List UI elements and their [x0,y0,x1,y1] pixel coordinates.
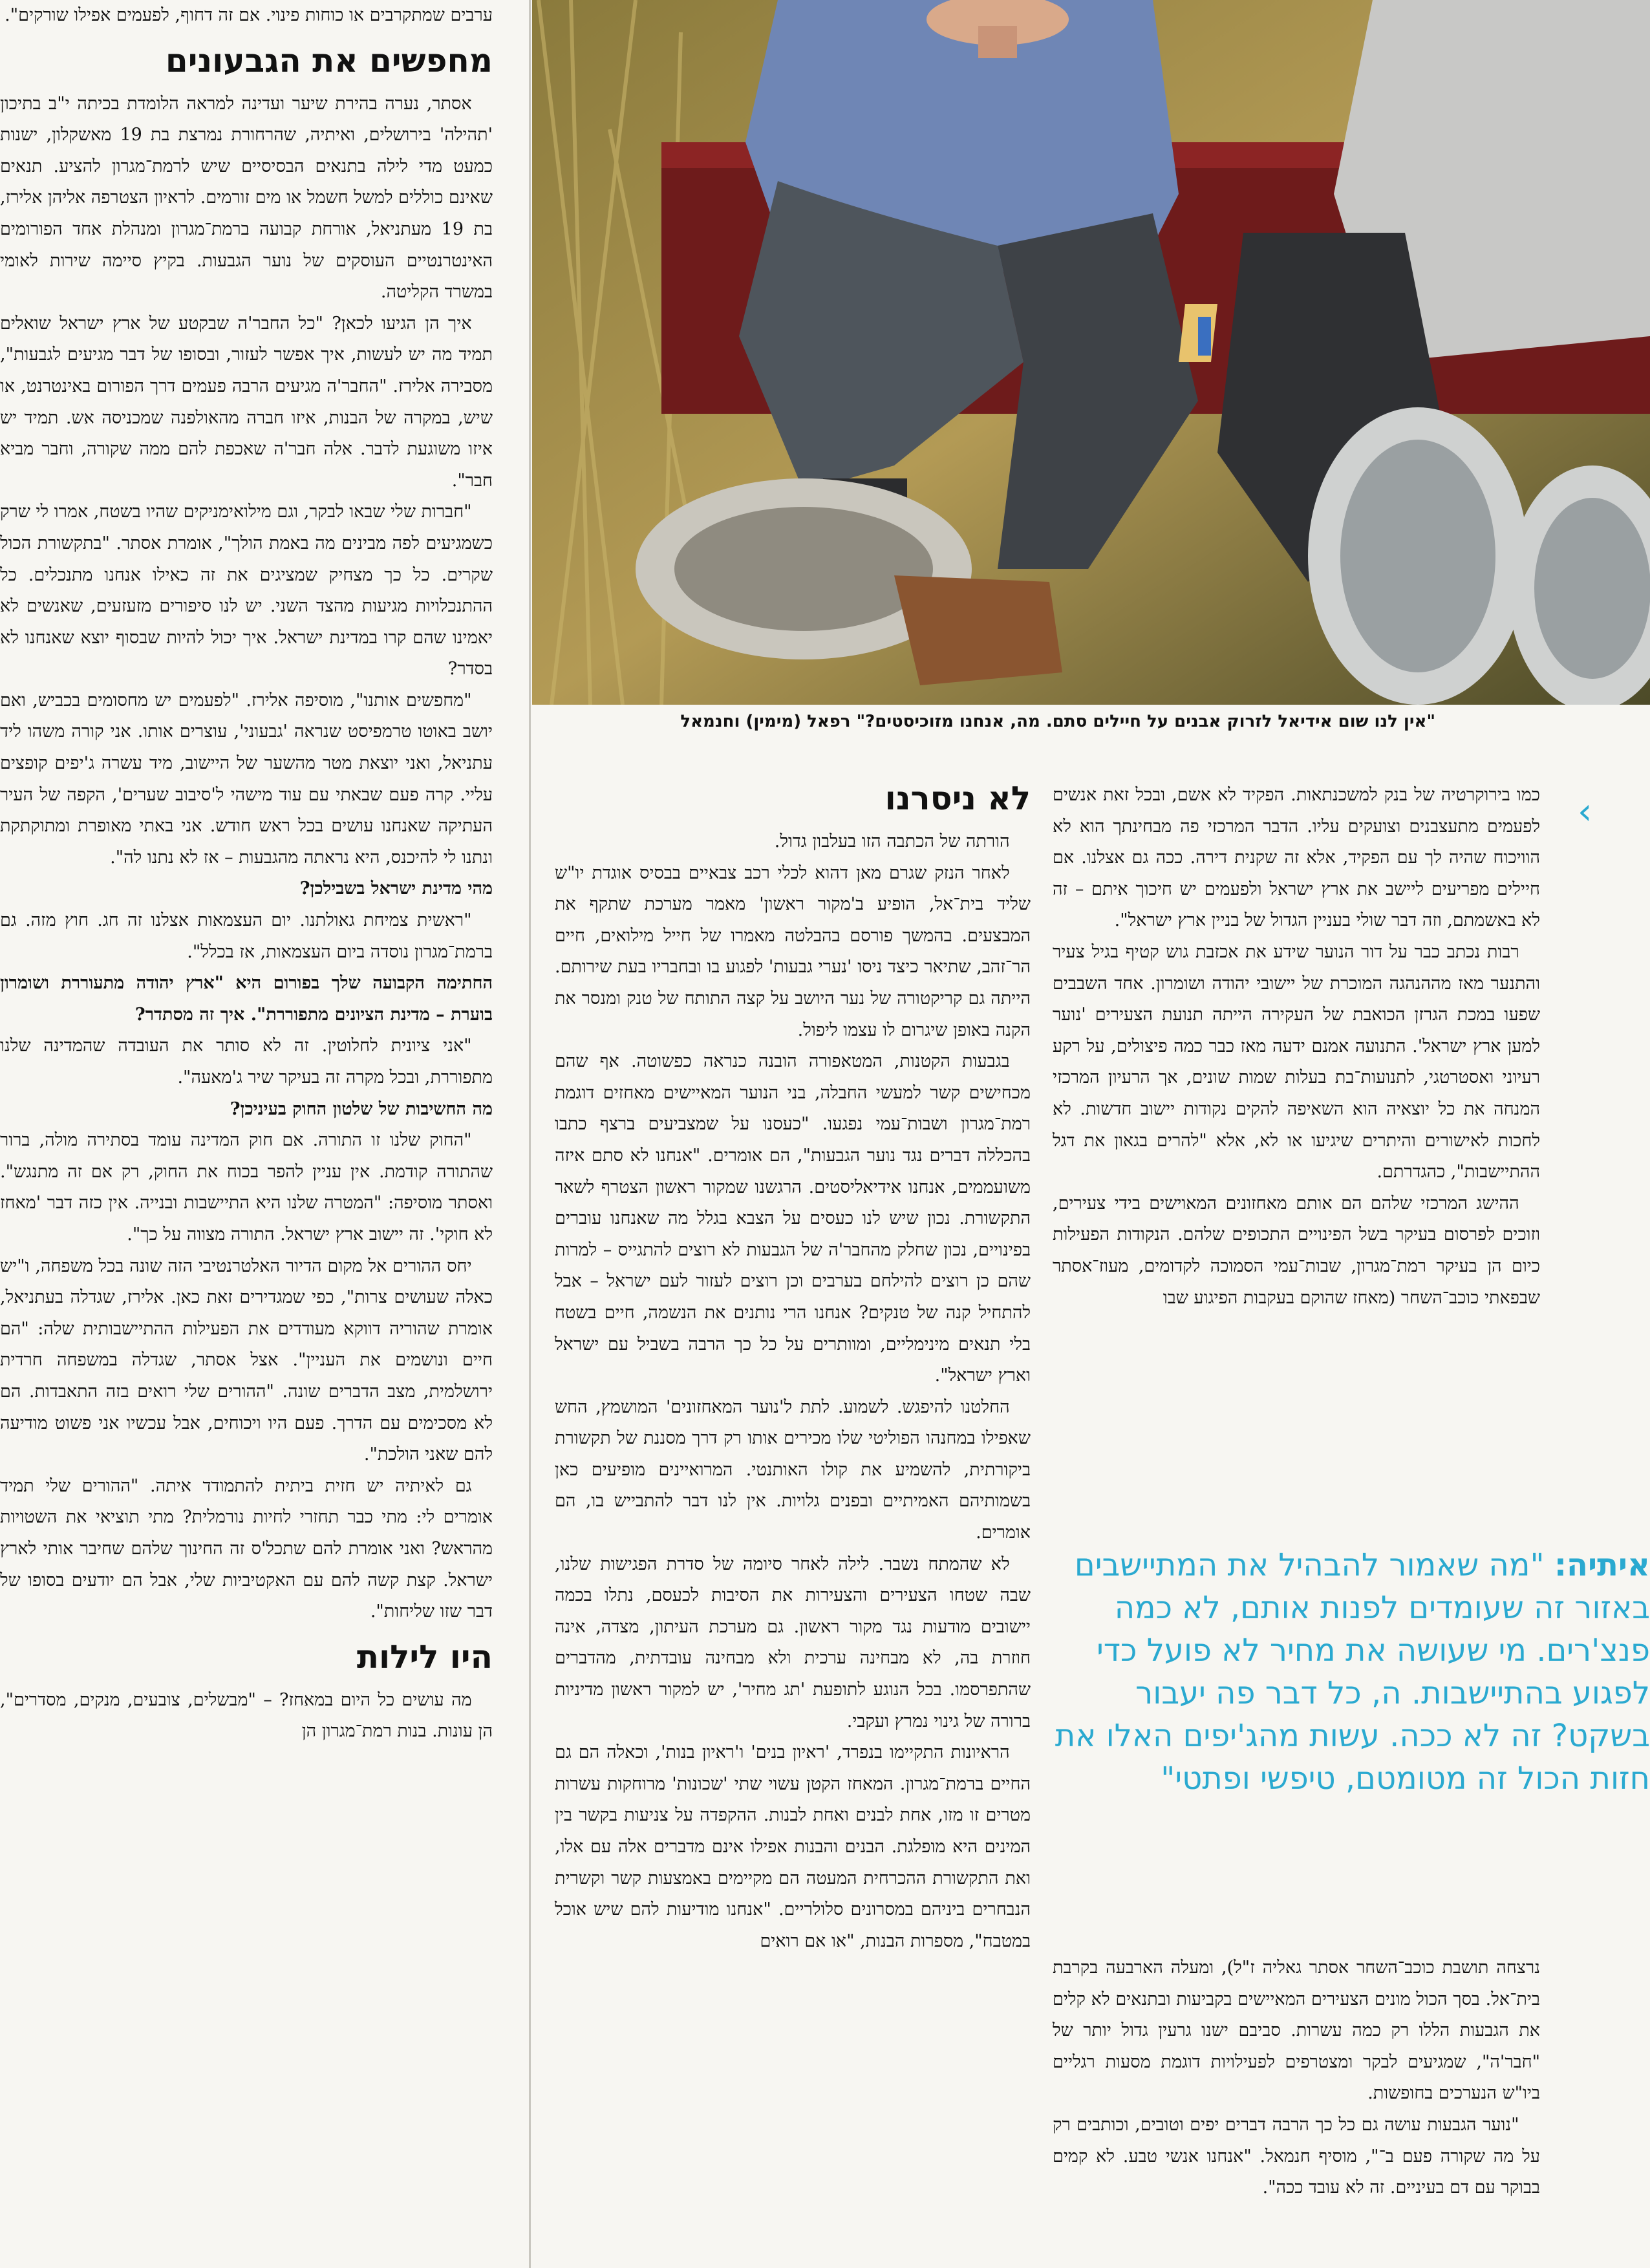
paragraph: בגבעות הקטנות, המטאפורה הובנה כנראה כפשוטה. אף שהם מכחישים קשר למעשי החבלה, בני הנוער המאיישים מאחזים דוגמת רמת־מגרון ושבות־עמי נפגעו. "כעסנו על שמצביעים ברצף כתבו בהכללה דברים נגד נוער הגבעות", הם אומרים. "אנחנו לא סתם איזה משועממים, אנחנו אידיאליסטים. הרגשנו שמקור ראשון הצטרף לשאר התקשורת. נכון שיש לנו כעסים על הצבא בגלל מה שאנחנו עוברים בפינויים, נכון שחלק מהחבר'ה של הגבעות לא רוצים להתגייס – למרות שהם כן רוצים להילחם בערבים וכן רוצים לעזור לעם ישראל – אבל להתחיל קנה של טנקים? אנחנו הרי נותנים את הנשמה, חיים בשטח בלי תנאים מינימליים, ומוותרים על כל כך הרבה בשביל עם ישראל וארץ ישראל". [555,1051,1031,1386]
interview-question: מהי מדינת ישראל בשבילכן? [299,879,493,899]
pull-quote-text: "מה שאמור להבהיל את המתיישבים באזור זה שעומדים לפנות אותם, לא כמה פנצ'רים. מי שעושה את מחיר לא פועל כדי לפגוע בהתיישבות. ה, כל דבר פה יעבור בשקט? זה לא ככה. עשות מהג'יפים האלו את חזות הכול זה מטומטם, טיפשי ופתטי" [1055,1547,1650,1797]
paragraph: "נוער הגבעות עושה גם כל כך הרבה דברים יפים וטובים, וכותבים רק על מה שקורה פעם ב־", מוסיף חנמאל. "אנחנו אנשי טבע. לא קמים בבוקר עם דם בעיניים. זה לא עובד ככה". [1053,2114,1540,2198]
article-column-right-top [1053,780,1540,1314]
photo-illustration [532,0,1650,705]
interview-question: החתימה הקבועה שלך בפורום היא "ארץ יהודה מתעוררת ושומרון בוערת – מדינת הציונים מתפוררת". איך זה מסתדר? [0,973,493,1025]
photo-caption: "אין לנו שום אידיאל לזרוק אבנים על חיילים סתם. מה, אנחנו מזוכיסטים?" רפאל (מימין) וחנמאל [680,712,1435,731]
section-heading: מחפשים את הגבעונים [165,41,493,80]
article-photo [532,0,1650,705]
article-column-left [0,0,493,1748]
section-heading: היו לילות [356,1638,493,1676]
paragraph: ההישג המרכזי שלהם הם אותם מאחזונים המאוישים בידי צעירים, וזוכים לפרסום בעיקר בשל הפינויים התכופים שלהם. הנקודות הפעילות כיום הן בעיקר רמת־מגרון, שבות־עמי הסמוכה לקדומים, מעוז־אסתר שבפאתי כוכב־השחר (מאחז שהוקם בעקבות הפיגוע שבו [1053,1193,1540,1308]
paragraph: "מחפשים אותנו", מוסיפה אלירז. "לפעמים יש מחסומים בכביש, ואם יושב באוטו טרמפיסט שנראה 'גבעוני', עוצרים אותו. אני קורה משהו ליד עתניאל, ואני יוצאת מטר מהשער של היישוב, מיד עשרה ג'יפים קופצים עליי. קרה פעם שבאתי עם עוד מישהי ל'סיבוב שערים', הקפה של העיר העתיקה שאנחנו עושים בכל ראש חודש. אני באתי מאופרת ומתוקתקת ונתנו לי להיכנס, היא נראתה מהגבעות – אז לא נתנו לה". [0,690,493,868]
pull-quote-speaker: איתיה: [1554,1547,1650,1583]
paragraph: כמו בירוקרטיה של בנק למשכנתאות. הפקיד לא אשם, ובכל זאת אנשים לפעמים מתעצבנים וצועקים עליו. הדבר המרכזי פה מבחינתך הוא לא הוויכוח שהיה לך עם הפקיד, אלא זה שקנית דירה. ככה גם אצלנו. אם חיילים מפריעים ליישב את ארץ ישראל ולפעמים יש חיכוך איתם – זה לא באשמתם, וזה דבר שולי בעניין הגדול של בניין ארץ ישראל". [1053,785,1540,931]
paragraph: החלטנו להיפגש. לשמוע. לתת ל'נוער המאחזונים' המושמץ, החש שאפילו במחנהו הפוליטי שלו מכירים אותו רק דרך מסננת של תקשורת ביקורתית, להשמיע את קולו האותנטי. המרואיינים מופיעים כאן בשמותיהם האמיתיים ובפנים גלויות. אין לנו דבר להתבייש בו, הם אומרים. [555,1396,1031,1543]
paragraph: לאחר הנזק שגרם מאן דהוא לכלי רכב צבאיים בבסיס אוגדת יו"ש שליד בית־אל, הופיע ב'מקור ראשון' מאמר מערכת שתקף את המבצעים. בהמשך פורסם בהבלטה מאמרו של חייל מילואים, חיים הר־זהב, שתיאר כיצד ניסו 'נערי גבעות' לפגוע בו ובחבריו בעת שירותם. הייתה גם קריקטורה של נער היושב על קצה התותח של טנק ומנסר את הקנה באופן שיגרום לו עצמו ליפול. [555,862,1031,1040]
article-column-middle [555,769,1031,1957]
paragraph: "חברות שלי שבאו לבקר, וגם מילואימניקים שהיו בשטח, אמרו לי שרק כשמגיעים לפה מבינים מה באמת הולך", אומרת אסתר. "בתקשורת הכול שקרים. כל כך מצחיק שמציגים את זה כאילו אנחנו מתנכלים. כל ההתנכלויות מגיעות מהצד השני. יש לנו סיפורים מזעזעים, שאנשים לא יאמינו שהם קרו במדינת ישראל. איך יכול להיות שבסוף יוצא שאנחנו לא בסדר? [0,502,493,679]
paragraph: הראיונות התקיימו בנפרד, 'ראיון בנים' ו'ראיון בנות', וכאלה הם גם החיים ברמת־מגרון. המאחז הקטן עשוי שתי 'שכונות' מרוחקות עשרות מטרים זו מזו, אחת לבנים ואחת לבנות. ההקפדה על צניעות בקשר בין המינים היא מופלגת. הבנים והבנות אפילו אינם מדברים אלה עם אלו, ואת התקשורת ההכרחית המעטה הם מקיימים באמצעות קשר וקשרית הנבחרים ביניהם במסרונים סלולריים. "אנחנו מודיעות להם שיש אוכל במטבח", מספרות הבנות, "או אם רואים [555,1742,1031,1951]
paragraph: "ראשית צמיחת גאולתנו. יום העצמאות אצלנו זה חג. חוץ מזה. גם ברמת־מגרון נוסדה ביום העצמאות, אז בכלל". [0,910,493,962]
paragraph: גם לאיתיה יש חזית ביתית להתמודד איתה. "ההורים שלי תמיד אומרים לי: מתי כבר תחזרי לחיות נורמלית? מתי תוציאי את השטויות מהראש? ואני אומרת להם שתכל'ס זה החינוך שלהם שחיבר אותי לארץ ישראל. קצת קשה להם עם האקטיביות שלי, אבל הם יודעים בסופו של דבר שזו שליחות". [0,1475,493,1622]
paragraph: איך הן הגיעו לכאן? "כל החבר'ה שבקטע של ארץ ישראל שואלים תמיד מה יש לעשות, איך אפשר לעזור, ובסופו של דבר מגיעים לגבעות", מסבירה אלירז. "החבר'ה מגיעים הרבה פעמים דרך הפורום באינטרנט, או שיש, במקרה של הבנות, איזו חברה מהאולפנה שמכניסה אש. תמיד יש איזו משוגעת לדבר. אלה חבר'ה שאכפת להם ממה שקורה, וחבר מביא חבר". [0,313,493,491]
section-heading: לא ניסרנו [884,780,1031,817]
paragraph: לא שהמתח נשבר. לילה לאחר סיומה של סדרת הפגישות שלנו, שבה שטחו הצעירים והצעירות את הסיבות לכעסם, נתלו בכמה יישובים מודעות נגד מקור ראשון. גם מערכת העיתון, מצדה, אינה חוזרת בה, לא מבחינה ערכית ולא מבחינה עובדתית, מהדברים שהתפרסמו. בכל הנוגע לתופעת 'תג מחיר', יש למקור ראשון מדיניות ברורה של גינוי נמרץ ועקבי. [555,1554,1031,1731]
page-fold [529,0,531,2268]
paragraph: מה עושים כל היום במאחז? – "מבשלים, צובעים, מנקים, מסדרים", הן עונות. בנות רמת־מגרון הן [0,1689,493,1742]
paragraph: רבות נכתב כבר על דור הנוער שידע את אכזבת גוש קטיף בגיל צעיר והתנער מאז מההנהגה המוכרת של יישובי יהודה ושומרון. אחד השבבים שפעו במכת הגרזן הכואבת של העקירה הייתה תנועת הצעירים 'נוער למען ארץ ישראל'. התנועה אמנם ידעה מאז כבר כמה פיצולים, על רקע רעיוני ואסטרטגי, לתנועות־בת בעלות שמות שונים, אך הרעיון המרכזי המנחה את כל יוצאיה הוא השאיפה להקים נקודות יישוב חדשות. לא לחכות לאישורים והיתרים שיגיעו או לא, אלא "להרים בגאון את דגל ההתיישבות", כהגדרתם. [1053,941,1540,1182]
chevron-left-icon: ‹ [1578,791,1592,833]
paragraph: ערבים שמתקרבים או כוחות פינוי. אם זה דחוף, לפעמים אפילו שורקים". [5,5,493,25]
interview-question: מה החשיבות של שלטון החוק בעיניכן? [230,1098,493,1119]
pull-quote [1053,1544,1650,1800]
paragraph: אסתר, נערה בהירת שיער ועדינה למראה הלומדת בכיתה י"ב בתיכון 'תהילה' בירושלים, ואיתיה, שהרחורת נמרצת בת 19 מאשקלון, ישנות כמעט מדי לילה בתנאים הבסיסיים שיש לרמת־מגרון להציע. תנאים שאינם כוללים למשל חשמל או מים זורמים. לראיון הצטרפה אליהן אלירז, בת 19 מעתניאל, אורחת קבועה ברמת־מגרון ומנהלת אחד הפורומים האינטרנטיים העוסקים של נוער הגבעות. בקיץ סיימה שירות לאומי במשרד הקליטה. [0,93,493,303]
article-column-right-bottom [1053,1952,1540,2204]
paragraph: הורתה של הכתבה הזו בעלבון גדול. [774,831,1010,851]
paragraph: יחס ההורים אל מקום הדיור האלטרנטיבי הזה שונה בכל משפחה, ו"יש כאלה שעושים צרות", כפי שמגדירים זאת כאן. אלירז, שגדלה בעתניאל, אומרת שהוריה דווקא מעודדים את הפעילות ההתיישבותית שלה: "הם חיים ונושמים את העניין". אצל אסתר, שגדלה במשפחה חרדית ירושלמית, מצב הדברים שונה. "ההורים שלי רואים בזה התאבדות. הם לא מסכימים עם הדרך. פעם היו ויכוחים, אבל עכשיו אני פשוט מודיעה להם שאני הולכת". [0,1256,493,1465]
paragraph: "אני ציונית לחלוטין. זה לא סותר את העובדה שהמדינה שלנו מתפוררת, ובכל מקרה זה בעיקר שיר ג'מאעה". [0,1036,493,1087]
paragraph: "החוק שלנו זו התורה. אם חוק המדינה עומד בסתירה מולה, ברור שהתורה קודמת. אין עניין להפר בכוח את החוק, רק אם זה מתנגש". ואסתר מוסיפה: "המטרה שלנו היא התיישבות ובנייה. אין כזה דבר 'מאחז לא חוקי'. זה יישוב ארץ ישראל. התורה מצווה על כך". [0,1130,493,1245]
paragraph: נרצחה תושבת כוכב־השחר אסתר גאליה ז"ל), ומעלה הארבעה בקרבת בית־אל. בסך הכול מונים הצעירים המאיישים בקביעות ובתנאים לא קלים את הגבעות הללו רק כמה עשרות. סביבם ישנו גרעין גדול יותר של "חבר'ה", שמגיעים לבקר ומצטרפים לפעילויות דוגמת מסעות רגליים ביו"ש הנערכים בחופשות. [1053,1958,1540,2104]
